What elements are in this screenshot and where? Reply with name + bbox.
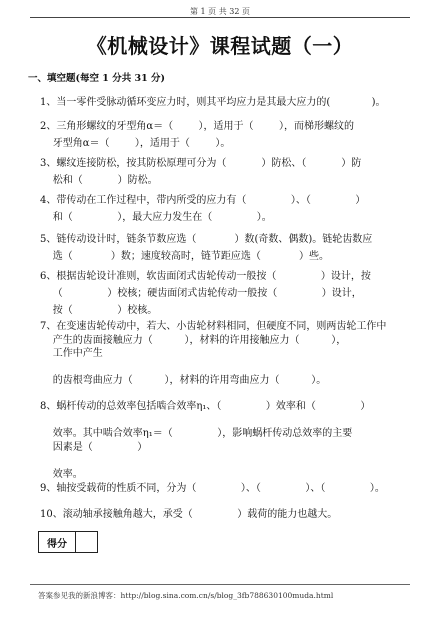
score-field[interactable] bbox=[76, 532, 97, 552]
question-line: 效率。其中啮合效率η₁＝（ ），影响蜗杆传动总效率的主要 bbox=[40, 428, 353, 439]
question-line: 松和（ ）防松。 bbox=[40, 175, 158, 186]
question-line: 产生的齿面接触应力（ ），材料的许用接触应力（ ）， bbox=[40, 334, 347, 346]
question-line: （ ）校核；硬齿面闭式齿轮传动一般按（ ）设计， bbox=[40, 288, 362, 299]
question-line: 6、根据齿轮设计准则，软齿面闭式齿轮传动一般按（ ）设计，按 bbox=[40, 271, 371, 282]
question-line: 工作中产生 bbox=[40, 348, 103, 359]
question-line: 和（ ），最大应力发生在（ ）。 bbox=[40, 212, 272, 223]
question-line: 10、滚动轴承接触角越大，承受（ ）载荷的能力也越大。 bbox=[40, 509, 338, 520]
score-label: 得分 bbox=[39, 532, 76, 552]
question-line: 选（ ）数；速度较高时，链节距应选（ ）些。 bbox=[40, 251, 330, 262]
question-line: 5、链传动设计时，链条节数应选（ ）数(奇数、偶数)。链轮齿数应 bbox=[40, 234, 373, 245]
question-line: 3、螺纹连接防松，按其防松原理可分为（ ）防松、（ ）防 bbox=[40, 158, 362, 169]
question-line bbox=[40, 361, 410, 375]
footer-divider bbox=[30, 584, 410, 585]
question-line: 按（ ）校核。 bbox=[40, 305, 158, 316]
question-item bbox=[40, 506, 410, 523]
question-line: 9、轴按受载荷的性质不同，分为（ ）、（ ）、（ ）。 bbox=[40, 483, 385, 494]
question-item bbox=[40, 320, 410, 388]
question-item bbox=[40, 400, 410, 481]
question-item bbox=[40, 231, 410, 265]
question-line: 牙型角α＝（ ），适用于（ ）。 bbox=[40, 138, 231, 149]
question-item bbox=[40, 94, 410, 111]
footer-note: 答案参见我的新浪博客：http://blog.sina.com.cn/s/blog_3fb788630100muda.html bbox=[38, 591, 334, 600]
question-line bbox=[40, 414, 410, 428]
page-number-header: 第 1 页 共 32 页 bbox=[190, 7, 250, 16]
question-item bbox=[40, 155, 410, 189]
question-line: 的齿根弯曲应力（ ），材料的许用弯曲应力（ ）。 bbox=[40, 375, 327, 386]
score-box bbox=[38, 531, 98, 553]
question-item bbox=[40, 268, 410, 319]
question-item bbox=[40, 480, 410, 497]
header-divider bbox=[30, 17, 410, 18]
question-item bbox=[40, 192, 410, 226]
question-line bbox=[40, 454, 410, 468]
question-item bbox=[40, 118, 410, 152]
question-line: 2、三角形螺纹的牙型角α＝（ ），适用于（ ），而梯形螺纹的 bbox=[40, 121, 354, 132]
question-line: 效率。 bbox=[40, 468, 83, 480]
question-line: 7、在变速齿轮传动中，若大、小齿轮材料相同，但硬度不同，则两齿轮工作中 bbox=[40, 321, 387, 332]
page-title: 《机械设计》课程试题（一） bbox=[86, 34, 354, 58]
question-line: 4、带传动在工作过程中，带内所受的应力有（ ）、（ ） bbox=[40, 195, 366, 206]
question-line: 8、蜗杆传动的总效率包括啮合效率η₁、（ ）效率和（ ） bbox=[40, 401, 371, 412]
question-line: 因素是（ ） bbox=[40, 441, 148, 453]
question-line: 1、当一零件受脉动循环变应力时，则其平均应力是其最大应力的( )。 bbox=[40, 97, 386, 108]
section-heading: 一、填空题(每空 1 分共 31 分) bbox=[28, 73, 166, 84]
